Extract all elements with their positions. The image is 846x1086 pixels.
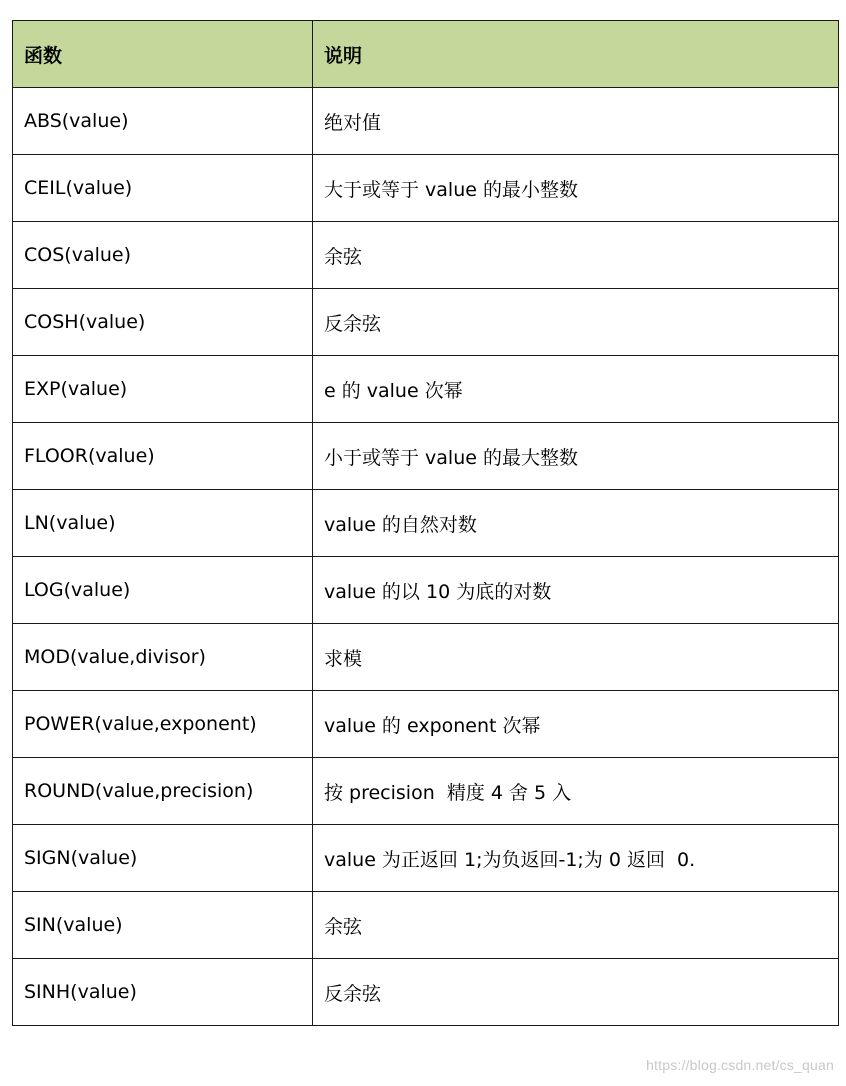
table-row bbox=[13, 959, 839, 1026]
table-row bbox=[13, 88, 839, 155]
function-name-cell: EXP(value) bbox=[13, 356, 313, 423]
description-cell: 绝对值 bbox=[313, 88, 839, 155]
description-cell: value 的 exponent 次幂 bbox=[313, 691, 839, 758]
table-row bbox=[13, 222, 839, 289]
function-name-cell: COS(value) bbox=[13, 222, 313, 289]
table-row bbox=[13, 490, 839, 557]
function-name-cell: ROUND(value,precision) bbox=[13, 758, 313, 825]
table-row bbox=[13, 557, 839, 624]
function-name-cell: POWER(value,exponent) bbox=[13, 691, 313, 758]
description-cell: 小于或等于 value 的最大整数 bbox=[313, 423, 839, 490]
table-row bbox=[13, 155, 839, 222]
header-description: 说明 bbox=[313, 21, 839, 88]
description-cell: 余弦 bbox=[313, 892, 839, 959]
table-row bbox=[13, 758, 839, 825]
function-name-cell: MOD(value,divisor) bbox=[13, 624, 313, 691]
description-cell: 按 precision 精度 4 舍 5 入 bbox=[313, 758, 839, 825]
function-name-cell: SINH(value) bbox=[13, 959, 313, 1026]
table-row bbox=[13, 624, 839, 691]
function-name-cell: LOG(value) bbox=[13, 557, 313, 624]
table-row bbox=[13, 892, 839, 959]
description-cell: 求模 bbox=[313, 624, 839, 691]
description-cell: 余弦 bbox=[313, 222, 839, 289]
description-cell: value 的以 10 为底的对数 bbox=[313, 557, 839, 624]
function-name-cell: SIGN(value) bbox=[13, 825, 313, 892]
table-header-row bbox=[13, 21, 839, 88]
function-name-cell: SIN(value) bbox=[13, 892, 313, 959]
table-row bbox=[13, 423, 839, 490]
function-name-cell: COSH(value) bbox=[13, 289, 313, 356]
table-row bbox=[13, 289, 839, 356]
description-cell: e 的 value 次幂 bbox=[313, 356, 839, 423]
table-row bbox=[13, 356, 839, 423]
table-row bbox=[13, 691, 839, 758]
function-name-cell: LN(value) bbox=[13, 490, 313, 557]
table-row bbox=[13, 825, 839, 892]
description-cell: 反余弦 bbox=[313, 289, 839, 356]
function-name-cell: FLOOR(value) bbox=[13, 423, 313, 490]
function-name-cell: ABS(value) bbox=[13, 88, 313, 155]
description-cell: 反余弦 bbox=[313, 959, 839, 1026]
function-name-cell: CEIL(value) bbox=[13, 155, 313, 222]
description-cell: 大于或等于 value 的最小整数 bbox=[313, 155, 839, 222]
function-table bbox=[12, 20, 839, 1026]
header-function: 函数 bbox=[13, 21, 313, 88]
description-cell: value 为正返回 1;为负返回-1;为 0 返回 0. bbox=[313, 825, 839, 892]
watermark-text: https://blog.csdn.net/cs_quan bbox=[646, 1057, 834, 1073]
description-cell: value 的自然对数 bbox=[313, 490, 839, 557]
